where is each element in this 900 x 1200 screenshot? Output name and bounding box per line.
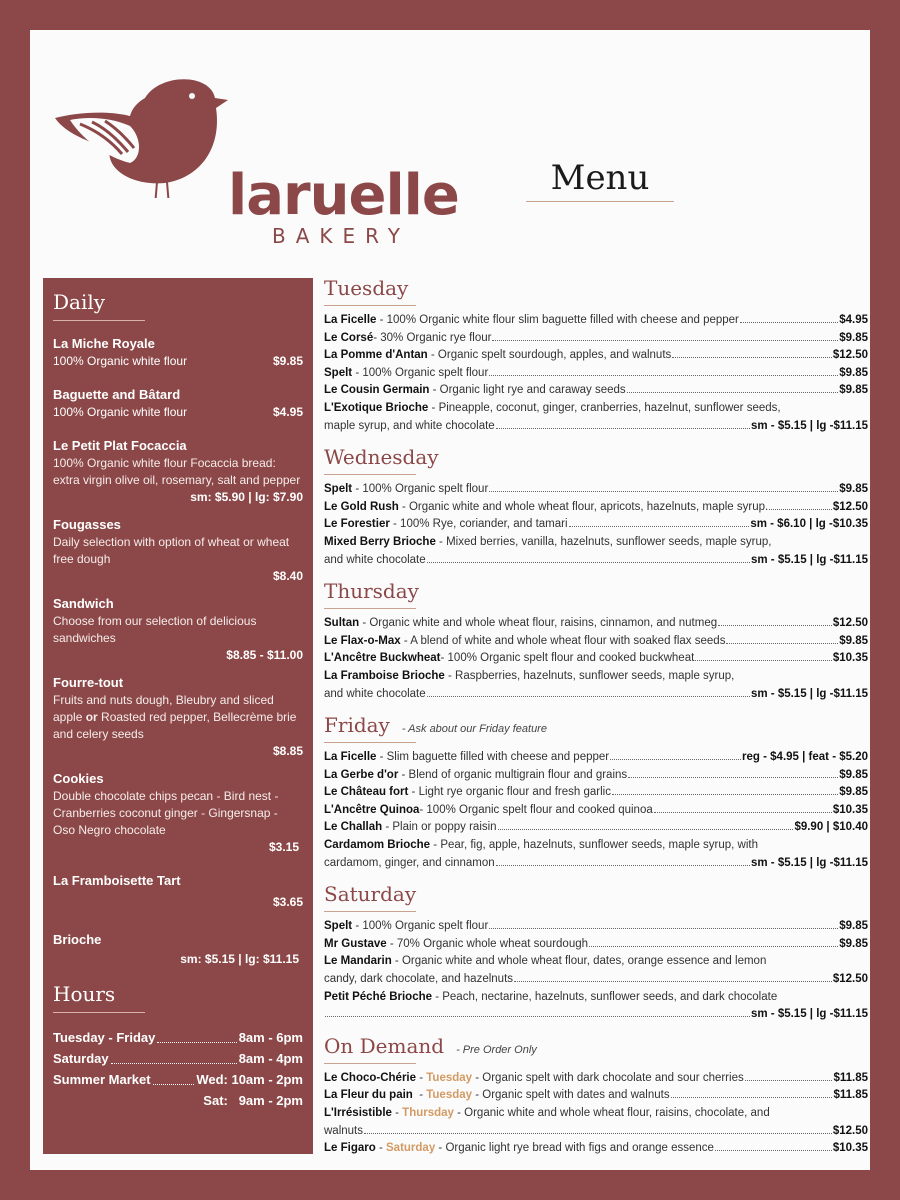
menu-item: Le Choco-Chérie - Tuesday - Organic spelt with dark chocolate and sour cherries $11.85 — [324, 1071, 868, 1084]
item-price: $8.85 - $11.00 — [226, 648, 303, 662]
item-name: Le Petit Plat Focaccia — [53, 438, 187, 453]
daily-item — [53, 674, 303, 760]
daily-item — [53, 386, 303, 421]
day-title: On Demand — [324, 1033, 445, 1058]
daily-item — [53, 872, 303, 911]
divider — [324, 911, 416, 912]
day-note: - Ask about our Friday feature — [401, 723, 547, 736]
menu-item: La Gerbe d'or - Blend of organic multigrain flour and grains $9.85 — [324, 768, 868, 781]
item-price: $3.65 — [272, 895, 303, 909]
menu-item: Le Flax-o-Max - A blend of white and whole wheat flour with soaked flax seeds $9.85 — [324, 634, 868, 647]
item-name: La Framboisette Tart — [53, 873, 181, 888]
item-price: $9.85 — [272, 354, 303, 368]
menu-item: La Framboise Brioche - Raspberries, hazelnuts, sunflower seeds, maple syrup, and white chocolate sm - $5.15 | lg -$11.15 — [324, 669, 868, 700]
day-title: Thursday — [324, 579, 419, 604]
menu-item: Le Forestier - 100% Rye, coriander, and tamari sm - $6.10 | lg -$10.35 — [324, 518, 868, 531]
day-title: Saturday — [324, 882, 417, 907]
hours-line: Summer Market Wed: 10am - 2pm — [53, 1069, 303, 1090]
daily-panel — [43, 278, 313, 1154]
menu-sheet — [30, 30, 870, 1170]
menu-item: Le Figaro - Saturday - Organic light rye bread with figs and orange essence $10.35 — [324, 1142, 868, 1155]
item-name: Baguette and Bâtard — [53, 387, 181, 402]
item-desc: Double chocolate chips pecan - Bird nest - Cranberries coconut ginger - Gingersnap - Oso Negro chocolate — [53, 789, 279, 837]
item-desc: 100% Organic white flour Focaccia bread: extra virgin olive oil, rosemary, salt and pepper — [53, 456, 301, 487]
divider — [324, 305, 416, 306]
day-title: Friday — [324, 713, 390, 738]
item-price: $8.40 — [272, 569, 303, 583]
menu-item: Spelt - 100% Organic spelt flour $9.85 — [324, 920, 868, 933]
divider — [324, 474, 416, 475]
menu-title-rule — [526, 201, 674, 202]
item-desc: Choose from our selection of delicious sandwiches — [53, 614, 257, 645]
item-price: $8.85 — [272, 744, 303, 758]
menu-item: L'Exotique Brioche - Pineapple, coconut, ginger, cranberries, hazelnut, sunflower seeds, maple syrup, and white chocolate sm - $5.15 | lg -$11.15 — [324, 401, 868, 432]
divider — [53, 320, 145, 321]
item-price: $3.15 — [268, 840, 299, 854]
divider — [53, 1012, 145, 1013]
menu-item: La Fleur du pain - Tuesday - Organic spelt with dates and walnuts $11.85 — [324, 1089, 868, 1102]
menu-item: Petit Péché Brioche - Peach, nectarine, hazelnuts, sunflower seeds, and dark chocolate sm - $5.15 | lg -$11.15 — [324, 990, 868, 1021]
item-name: Brioche — [53, 932, 102, 947]
day-section-saturday — [324, 882, 868, 1024]
menu-item: L'Ancêtre Buckwheat- 100% Organic spelt flour and cooked buckwheat $10.35 — [324, 652, 868, 665]
menu-item: Le Corsé- 30% Organic rye flour $9.85 — [324, 331, 868, 344]
day-section-tuesday — [324, 276, 868, 435]
menu-item: La Pomme d'Antan - Organic spelt sourdough, apples, and walnuts $12.50 — [324, 349, 868, 362]
day-title: Tuesday — [324, 276, 409, 300]
daily-item — [53, 931, 303, 968]
menu-item: L'Irrésistible - Thursday - Organic white and whole wheat flour, raisins, chocolate, and walnuts $12.50 — [324, 1107, 868, 1137]
menu-item: Le Mandarin - Organic white and whole wheat flour, dates, orange essence and lemon candy, dark chocolate, and hazelnuts $12.50 — [324, 955, 868, 986]
divider — [324, 1063, 416, 1064]
item-desc: 100% Organic white flour — [53, 405, 188, 419]
menu-item: Le Cousin Germain - Organic light rye and caraway seeds $9.85 — [324, 384, 868, 397]
item-price: sm: $5.90 | lg: $7.90 — [190, 490, 303, 504]
menu-item: Spelt - 100% Organic spelt flour $9.85 — [324, 366, 868, 379]
item-name: Fougasses — [53, 517, 121, 532]
brand-subtitle: BAKERY — [272, 224, 410, 248]
item-name: Sandwich — [53, 596, 114, 611]
item-desc: 100% Organic white flour — [53, 354, 188, 368]
item-name: La Miche Royale — [53, 336, 155, 351]
menu-item: L'Ancêtre Quinoa- 100% Organic spelt flour and cooked quinoa $10.35 — [324, 803, 868, 816]
hours-line: Tuesday - Friday 8am - 6pm — [53, 1027, 303, 1048]
hours-line: Saturday 8am - 4pm — [53, 1048, 303, 1069]
hours-line: Sat: 9am - 2pm — [203, 1093, 303, 1108]
item-name: Cookies — [53, 771, 104, 786]
hours-section — [53, 982, 303, 1111]
item-desc: Daily selection with option of wheat or wheat free dough — [53, 535, 290, 566]
daily-item — [53, 595, 303, 664]
daily-item — [53, 335, 303, 370]
menu-item: La Ficelle - Slim baguette filled with cheese and pepper reg - $4.95 | feat - $5.20 — [324, 751, 868, 764]
bakery-logo — [50, 58, 459, 258]
menu-item: Le Challah - Plain or poppy raisin $9.90 | $10.40 — [324, 821, 868, 834]
daily-item — [53, 437, 303, 506]
hours-heading: Hours — [53, 982, 116, 1006]
day-section-friday — [324, 713, 868, 872]
brand-name: laruelle — [228, 163, 459, 228]
day-section-wednesday — [324, 445, 868, 569]
day-note: - Pre Order Only — [456, 1043, 537, 1056]
item-price: sm: $5.15 | lg: $11.15 — [180, 952, 299, 966]
menu-item: Le Gold Rush - Organic white and whole wheat flour, apricots, hazelnuts, maple syrup. $12.50 — [324, 500, 868, 513]
menu-item: Spelt - 100% Organic spelt flour $9.85 — [324, 483, 868, 496]
bird-logo-icon — [50, 58, 250, 198]
menu-item: Mixed Berry Brioche - Mixed berries, vanilla, hazelnuts, sunflower seeds, maple syrup, and white chocolate sm - $5.15 | lg -$11.15 — [324, 535, 868, 566]
day-section-thursday — [324, 579, 868, 703]
menu-item: Cardamom Brioche - Pear, fig, apple, hazelnuts, sunflower seeds, maple syrup, with cardamom, ginger, and cinnamon sm - $5.15 | lg -$11.15 — [324, 839, 868, 869]
menu-title: Menu — [550, 158, 650, 198]
daily-heading: Daily — [53, 290, 106, 314]
item-name: Fourre-tout — [53, 675, 124, 690]
day-section-on-demand — [324, 1034, 868, 1158]
weekly-menu — [324, 276, 868, 1168]
divider — [324, 608, 416, 609]
item-price: $4.95 — [272, 405, 303, 419]
menu-item: Sultan - Organic white and whole wheat flour, raisins, cinnamon, and nutmeg $12.50 — [324, 617, 868, 630]
menu-item: La Ficelle - 100% Organic white flour slim baguette filled with cheese and pepper $4.95 — [324, 314, 868, 326]
daily-item — [53, 516, 303, 585]
menu-item: Mr Gustave - 70% Organic whole wheat sourdough $9.85 — [324, 937, 868, 950]
menu-item: Le Château fort - Light rye organic flour and fresh garlic $9.85 — [324, 786, 868, 799]
daily-item — [53, 770, 303, 856]
day-title: Wednesday — [324, 445, 439, 470]
item-desc: Fruits and nuts dough, Bleubry and sliced apple or Roasted red pepper, Bellecrème brie and celery seeds — [53, 693, 297, 741]
divider — [324, 742, 416, 743]
